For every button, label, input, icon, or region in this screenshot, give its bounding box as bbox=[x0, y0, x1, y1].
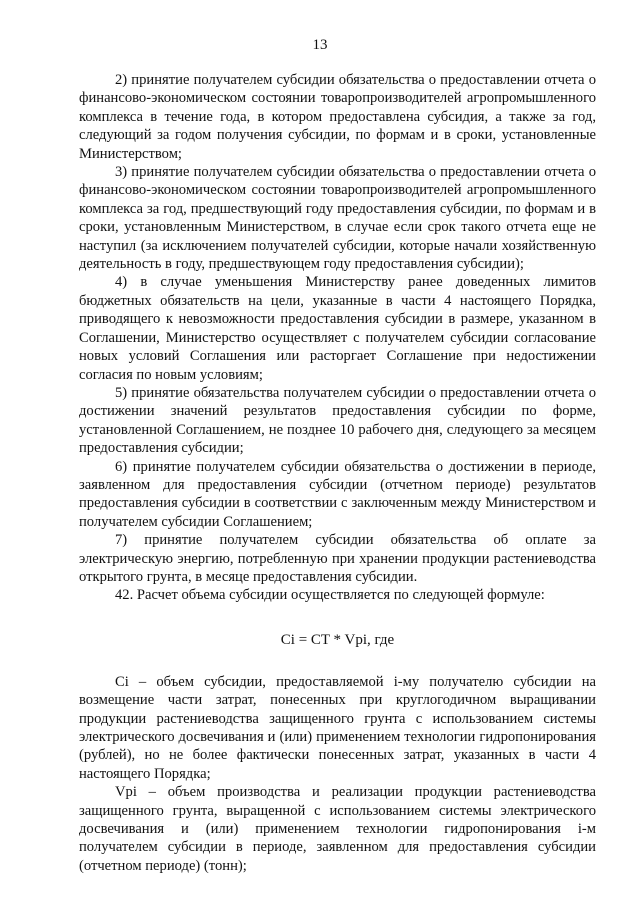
paragraph-section-42: 42. Расчет объема субсидии осуществляется по следующей формуле: bbox=[115, 587, 545, 604]
formula: Ci = CT * Vpi, где bbox=[280, 631, 395, 648]
page-number: 13 bbox=[312, 37, 328, 53]
paragraph-item-7: 7) принятие получателем субсидии обязательства об оплате за электрическую энергию, потребленную при хранении продукции растениеводства открытого грунта, в месяце предоставления субсидии. bbox=[79, 532, 596, 585]
paragraph-item-4: 4) в случае уменьшения Министерству ранее доведенных лимитов бюджетных обязательств на цели, указанные в части 4 настоящего Порядка, приводящего к невозможности предоставления субсидии в размере, указанном в Соглашении, Министерство осуществляет с получателем субсидии согласование новых условий Соглашения или расторгает Соглашение при недостижении согласия по новым условиям; bbox=[79, 274, 596, 383]
paragraph-item-5: 5) принятие обязательства получателем субсидии о предоставлении отчета о достижении значений результатов предоставления субсидии по форме, установленной Соглашением, не позднее 10 рабочего дня, следующего за месяцем предоставления субсидии; bbox=[79, 384, 596, 457]
definition-ci: Ci – объем субсидии, предоставляемой i-му получателю субсидии на возмещение части затрат, понесенных при круглогодичном выращивании продукции растениеводства защищенного грунта с использованием системы электрического досвечивания и (или) применением технологии гидропонирования (рублей), но не более фактически понесенных затрат, указанных в части 4 настоящего Порядка; bbox=[79, 673, 596, 782]
definition-vpi: Vpi – объем производства и реализации продукции растениеводства защищенного грунта, выращенной с использованием системы электрического досвечивания и (или) применением технологии гидропонирования i-м получателем субсидии в периоде, заявленном для предоставления субсидии (отчетном периоде) (тонн); bbox=[79, 784, 596, 874]
paragraph-item-2: 2) принятие получателем субсидии обязательства о предоставлении отчета о финансово-экономическом состоянии товаропроизводителей агропромышленного комплекса в течение года, в котором предоставлена субсидия, а также за год, следующий за годом получения субсидии, по формам и в сроки, установленные Министерством; bbox=[79, 72, 596, 162]
paragraph-item-6: 6) принятие получателем субсидии обязательства о достижении в периоде, заявленном для предоставления субсидии (отчетном периоде) результатов предоставления субсидии в соответствии с заключенным между Министерством и получателем субсидии Соглашением; bbox=[79, 458, 596, 530]
document-body bbox=[79, 71, 596, 875]
paragraph-item-3: 3) принятие получателем субсидии обязательства о предоставлении отчета о финансово-экономическом состоянии товаропроизводителей агропромышленного комплекса за год, предшествующий году предоставления субсидии, по формам и в сроки, установленным Министерством, в случае если срок такого отчета еще не наступил (за исключением получателей субсидии, которые начали хозяйственную деятельность в году, предшествующем году предоставления субсидии); bbox=[79, 164, 596, 273]
